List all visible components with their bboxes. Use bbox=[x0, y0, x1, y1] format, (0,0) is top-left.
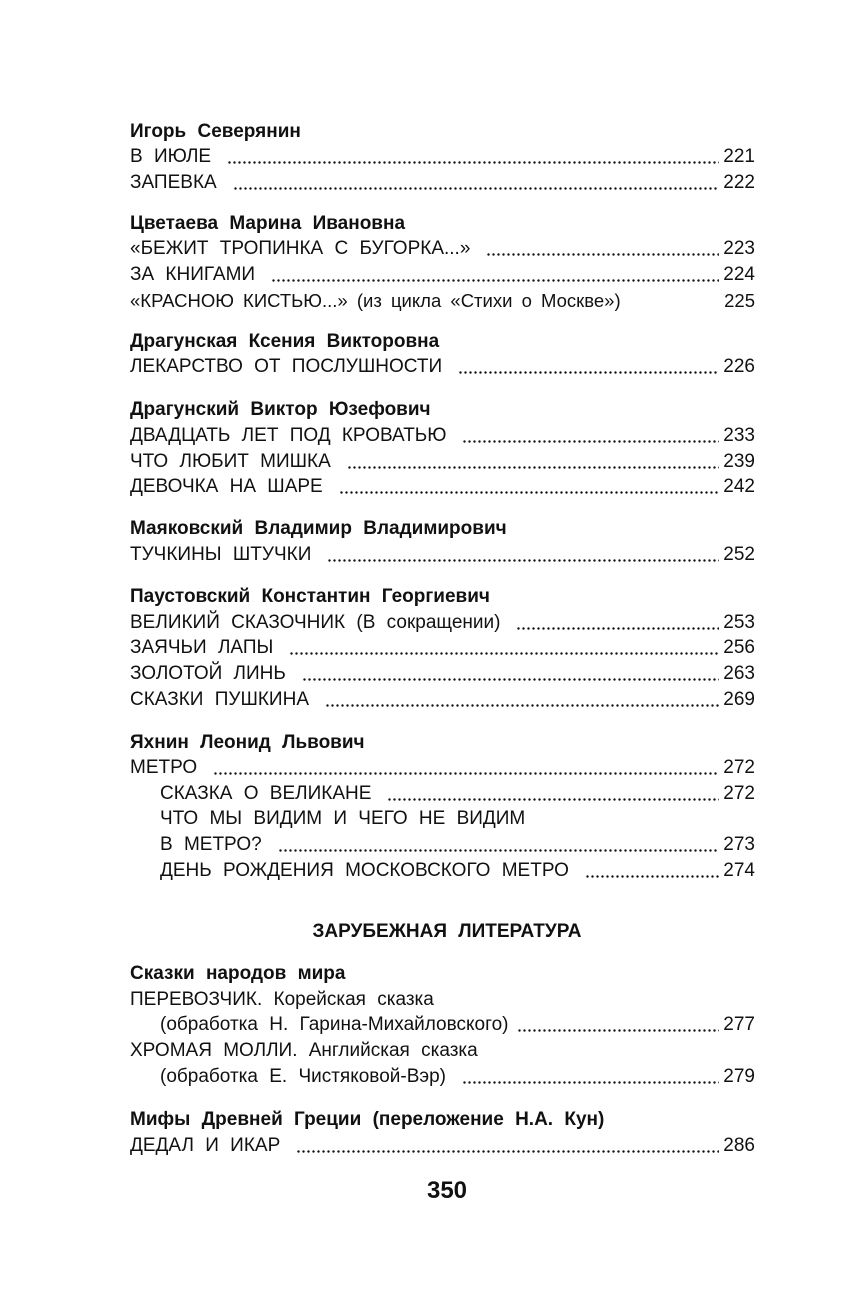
toc-entry[interactable] bbox=[130, 237, 755, 261]
entry-title: «КРАСНОЮ КИСТЬЮ...» (из цикла «Стихи о Москве») bbox=[130, 290, 621, 311]
toc-entry[interactable] bbox=[130, 662, 755, 686]
author-heading: Маяковский Владимир Владимирович bbox=[130, 518, 507, 539]
entry-page-number: 279 bbox=[723, 1066, 755, 1087]
dot-leader bbox=[458, 359, 719, 374]
entry-page-number: 253 bbox=[723, 612, 755, 633]
entry-title: ЧТО ЛЮБИТ МИШКА bbox=[130, 451, 331, 472]
dot-leader bbox=[462, 1069, 719, 1084]
dot-leader bbox=[387, 786, 719, 801]
entry-page-number: 286 bbox=[723, 1135, 755, 1156]
toc-subentry[interactable] bbox=[160, 1013, 755, 1037]
toc-entry[interactable] bbox=[130, 450, 755, 474]
author-heading: Мифы Древней Греции (переложение Н.А. Кун) bbox=[130, 1109, 605, 1130]
dot-leader bbox=[213, 760, 719, 775]
dot-leader bbox=[227, 149, 719, 164]
toc-entry[interactable] bbox=[130, 289, 755, 313]
page-number: 350 bbox=[426, 1177, 468, 1204]
entry-page-number: 239 bbox=[723, 451, 755, 472]
toc-entry[interactable] bbox=[130, 475, 755, 499]
author-heading: Цветаева Марина Ивановна bbox=[130, 213, 406, 234]
toc-subentry[interactable] bbox=[160, 833, 755, 857]
author-heading: Игорь Северянин bbox=[130, 121, 301, 142]
entry-title-line: ХРОМАЯ МОЛЛИ. Английская сказка bbox=[130, 1040, 478, 1061]
entry-title: ДЕДАЛ И ИКАР bbox=[130, 1135, 281, 1156]
entry-page-number: 252 bbox=[723, 544, 755, 565]
entry-page-number: 224 bbox=[723, 264, 755, 285]
dot-leader bbox=[517, 1017, 720, 1032]
entry-page-number: 272 bbox=[723, 783, 755, 804]
toc-entry[interactable] bbox=[130, 756, 755, 780]
entry-page-number: 225 bbox=[724, 290, 755, 311]
toc-entry[interactable] bbox=[130, 145, 755, 169]
entry-page-number: 242 bbox=[723, 476, 755, 497]
dot-leader bbox=[233, 175, 720, 190]
entry-page-number: 226 bbox=[723, 356, 755, 377]
entry-title: СКАЗКА О ВЕЛИКАНЕ bbox=[160, 783, 372, 804]
dot-leader bbox=[486, 241, 719, 256]
dot-leader bbox=[516, 615, 719, 630]
entry-title: (обработка Е. Чистяковой-Вэр) bbox=[160, 1066, 446, 1087]
entry-title: ЗАЯЧЬИ ЛАПЫ bbox=[130, 637, 274, 658]
dot-leader bbox=[325, 692, 719, 707]
entry-page-number: 256 bbox=[723, 637, 755, 658]
toc-subentry[interactable] bbox=[160, 782, 755, 806]
author-heading: Паустовский Константин Георгиевич bbox=[130, 586, 490, 607]
toc-entry[interactable] bbox=[130, 355, 755, 379]
dot-leader bbox=[289, 640, 719, 655]
entry-title: ДВАДЦАТЬ ЛЕТ ПОД КРОВАТЬЮ bbox=[130, 425, 447, 446]
section-heading: ЗАРУБЕЖНАЯ ЛИТЕРАТУРА bbox=[312, 921, 582, 942]
toc-entry[interactable] bbox=[130, 543, 755, 567]
entry-title-line: ПЕРЕВОЗЧИК. Корейская сказка bbox=[130, 989, 434, 1010]
toc-entry[interactable] bbox=[130, 171, 755, 195]
author-heading: Яхнин Леонид Львович bbox=[130, 732, 365, 753]
entry-title: ДЕНЬ РОЖДЕНИЯ МОСКОВСКОГО МЕТРО bbox=[160, 860, 569, 881]
dot-leader bbox=[302, 666, 719, 681]
entry-page-number: 233 bbox=[723, 425, 755, 446]
toc-subentry[interactable] bbox=[160, 1065, 755, 1089]
entry-page-number: 277 bbox=[723, 1014, 755, 1035]
entry-page-number: 223 bbox=[723, 238, 755, 259]
entry-page-number: 263 bbox=[723, 663, 755, 684]
entry-page-number: 269 bbox=[723, 689, 755, 710]
toc-entry[interactable] bbox=[130, 424, 755, 448]
entry-title: ТУЧКИНЫ ШТУЧКИ bbox=[130, 544, 312, 565]
entry-title: ЗА КНИГАМИ bbox=[130, 264, 256, 285]
entry-title-line: ЧТО МЫ ВИДИМ И ЧЕГО НЕ ВИДИМ bbox=[160, 808, 526, 829]
toc-entry[interactable] bbox=[130, 688, 755, 712]
dot-leader bbox=[347, 454, 720, 469]
entry-title: ДЕВОЧКА НА ШАРЕ bbox=[130, 476, 323, 497]
entry-title: ЗАПЕВКА bbox=[130, 172, 217, 193]
entry-title: СКАЗКИ ПУШКИНА bbox=[130, 689, 309, 710]
toc-entry[interactable] bbox=[130, 263, 755, 287]
author-heading: Драгунский Виктор Юзефович bbox=[130, 399, 431, 420]
entry-page-number: 272 bbox=[723, 757, 755, 778]
author-heading: Сказки народов мира bbox=[130, 963, 346, 984]
entry-title: (обработка Н. Гарина-Михайловского) bbox=[160, 1014, 509, 1035]
toc-entry[interactable] bbox=[130, 611, 755, 635]
entry-page-number: 273 bbox=[723, 834, 755, 855]
entry-title: В МЕТРО? bbox=[160, 834, 262, 855]
entry-page-number: 221 bbox=[723, 146, 755, 167]
dot-leader bbox=[278, 837, 720, 852]
toc-subentry[interactable] bbox=[160, 859, 755, 883]
author-heading: Драгунская Ксения Викторовна bbox=[130, 331, 440, 352]
dot-leader bbox=[339, 479, 720, 494]
dot-leader bbox=[462, 428, 719, 443]
entry-title: ЛЕКАРСТВО ОТ ПОСЛУШНОСТИ bbox=[130, 356, 443, 377]
dot-leader bbox=[271, 267, 719, 282]
entry-page-number: 274 bbox=[723, 860, 755, 881]
entry-title: В ИЮЛЕ bbox=[130, 146, 212, 167]
entry-title: ЗОЛОТОЙ ЛИНЬ bbox=[130, 663, 286, 684]
dot-leader bbox=[327, 547, 719, 562]
entry-title: «БЕЖИТ ТРОПИНКА С БУГОРКА...» bbox=[130, 238, 471, 259]
toc-entry[interactable] bbox=[130, 636, 755, 660]
dot-leader bbox=[585, 863, 719, 878]
entry-page-number: 222 bbox=[723, 172, 755, 193]
entry-title: МЕТРО bbox=[130, 757, 198, 778]
dot-leader bbox=[296, 1138, 719, 1153]
toc-entry[interactable] bbox=[130, 1134, 755, 1158]
entry-title: ВЕЛИКИЙ СКАЗОЧНИК (В сокращении) bbox=[130, 612, 501, 633]
